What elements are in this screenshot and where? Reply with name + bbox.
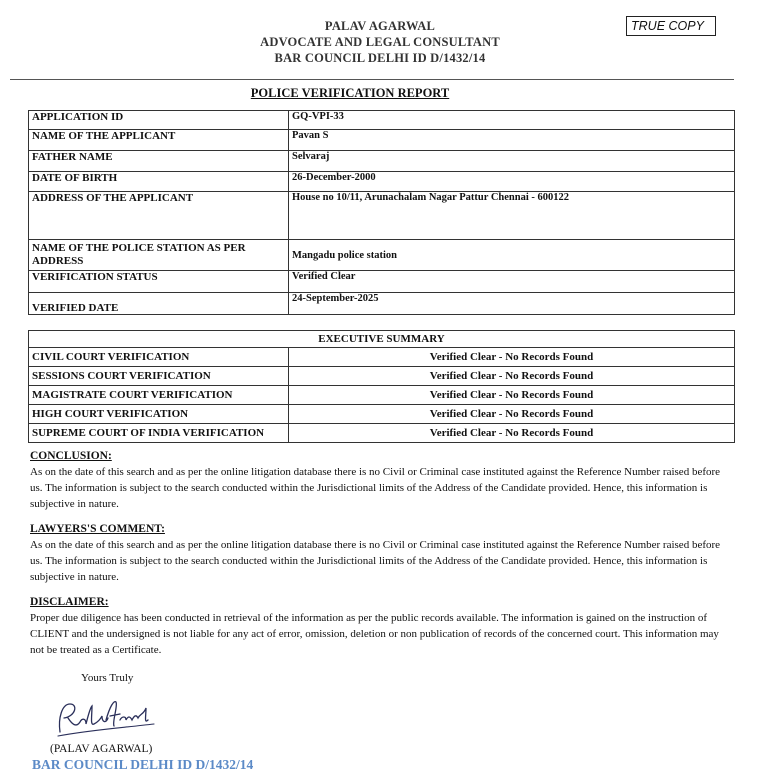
table-row bbox=[29, 293, 735, 315]
summary-value: Verified Clear - No Records Found bbox=[289, 405, 735, 424]
summary-heading: EXECUTIVE SUMMARY bbox=[29, 331, 735, 348]
table-row bbox=[29, 111, 735, 130]
summary-label: SUPREME COURT OF INDIA VERIFICATION bbox=[29, 424, 289, 443]
executive-summary-table bbox=[28, 330, 735, 443]
conclusion-text: As on the date of this search and as per the online litigation database there is no Civil or Criminal case instituted against the Reference Number raised before us. The information is subject to the search conducted within the Jurisdictional limits of the Address of the Candidate provided. Hence, this information is subjective in nature. bbox=[30, 466, 721, 510]
table-row bbox=[29, 151, 735, 172]
disclaimer-text: Proper due diligence has been conducted in retrieval of the information as per the public records available. The information is gained on the instruction of CLIENT and the undersigned is not liable for any act of error, omission, deletion or non publication of records of the concerned court. This information may not be treated as a Certificate. bbox=[30, 612, 719, 656]
table-row bbox=[29, 348, 735, 367]
detail-label: APPLICATION ID bbox=[29, 111, 289, 130]
lawyers-comment-heading: LAWYERS'S COMMENT: bbox=[30, 523, 165, 535]
signatory-bar-id: BAR COUNCIL DELHI ID D/1432/14 bbox=[32, 757, 254, 772]
true-copy-stamp: TRUE COPY bbox=[626, 16, 716, 36]
table-row bbox=[29, 386, 735, 405]
summary-label: CIVIL COURT VERIFICATION bbox=[29, 348, 289, 367]
summary-label: MAGISTRATE COURT VERIFICATION bbox=[29, 386, 289, 405]
letterhead-bar-id: BAR COUNCIL DELHI ID D/1432/14 bbox=[274, 51, 486, 65]
detail-value: GQ-VPI-33 bbox=[289, 111, 735, 130]
detail-value: 24-September-2025 bbox=[289, 293, 735, 315]
conclusion-section bbox=[30, 448, 730, 512]
detail-label: NAME OF THE APPLICANT bbox=[29, 130, 289, 151]
closing-salutation: Yours Truly bbox=[81, 672, 134, 684]
detail-value: Verified Clear bbox=[289, 271, 735, 293]
detail-label: ADDRESS OF THE APPLICANT bbox=[29, 192, 289, 240]
detail-label: NAME OF THE POLICE STATION AS PER ADDRESS bbox=[29, 240, 289, 271]
summary-value: Verified Clear - No Records Found bbox=[289, 367, 735, 386]
handwritten-signature bbox=[50, 694, 160, 745]
lawyers-comment-section bbox=[30, 521, 730, 585]
conclusion-heading: CONCLUSION: bbox=[30, 450, 112, 462]
summary-value: Verified Clear - No Records Found bbox=[289, 386, 735, 405]
table-row bbox=[29, 331, 735, 348]
detail-value: Mangadu police station bbox=[289, 240, 735, 271]
table-row bbox=[29, 130, 735, 151]
detail-value: Pavan S bbox=[289, 130, 735, 151]
letterhead-name: PALAV AGARWAL bbox=[324, 19, 436, 33]
header-divider bbox=[10, 79, 734, 80]
letterhead-designation: ADVOCATE AND LEGAL CONSULTANT bbox=[260, 35, 500, 49]
summary-value: Verified Clear - No Records Found bbox=[289, 348, 735, 367]
detail-value: House no 10/11, Arunachalam Nagar Pattur Chennai - 600122 bbox=[289, 192, 735, 240]
summary-value: Verified Clear - No Records Found bbox=[289, 424, 735, 443]
table-row bbox=[29, 405, 735, 424]
table-row bbox=[29, 192, 735, 240]
detail-label: DATE OF BIRTH bbox=[29, 172, 289, 192]
report-title: POLICE VERIFICATION REPORT bbox=[250, 86, 450, 100]
table-row bbox=[29, 240, 735, 271]
detail-label: FATHER NAME bbox=[29, 151, 289, 172]
table-row bbox=[29, 172, 735, 192]
summary-label: HIGH COURT VERIFICATION bbox=[29, 405, 289, 424]
table-row bbox=[29, 271, 735, 293]
detail-value: 26-December-2000 bbox=[289, 172, 735, 192]
disclaimer-section bbox=[30, 594, 730, 658]
table-row bbox=[29, 367, 735, 386]
detail-value: Selvaraj bbox=[289, 151, 735, 172]
summary-label: SESSIONS COURT VERIFICATION bbox=[29, 367, 289, 386]
detail-label: VERIFICATION STATUS bbox=[29, 271, 289, 293]
disclaimer-heading: DISCLAIMER: bbox=[30, 596, 109, 608]
signatory-name: (PALAV AGARWAL) bbox=[50, 743, 153, 755]
lawyers-comment-text: As on the date of this search and as per the online litigation database there is no Civil or Criminal case instituted against the Reference Number raised before us. The information is subject to the search conducted within the Jurisdictional limits of the Address of the Candidate provided. Hence, this information is subjective in nature. bbox=[30, 539, 721, 583]
table-row bbox=[29, 424, 735, 443]
detail-label: VERIFIED DATE bbox=[29, 293, 289, 315]
applicant-details-table bbox=[28, 110, 735, 315]
